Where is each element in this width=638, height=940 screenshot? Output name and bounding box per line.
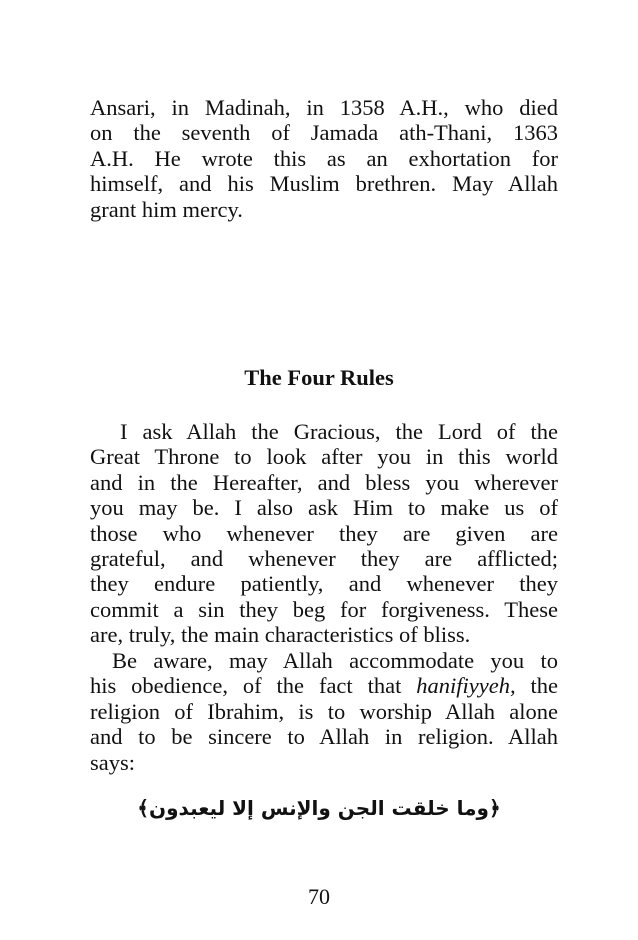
- paragraph-one: [90, 419, 558, 648]
- text-line: are, truly, the main characteristics of bliss.: [90, 622, 471, 648]
- text-line: they endure patiently, and whenever they: [90, 571, 558, 597]
- text-line: I ask Allah the Gracious, the Lord of the: [120, 419, 558, 444]
- text-line: grateful, and whenever they are afflicted;: [90, 546, 558, 572]
- text-line: commit a sin they beg for forgiveness. These: [90, 596, 558, 622]
- text-line: Ansari, in Madinah, in 1358 A.H., who died: [90, 95, 558, 120]
- text-line: Be aware, may Allah accommodate you to: [112, 648, 558, 673]
- text-line-with-emphasis: [90, 673, 558, 698]
- text-line: those who whenever they are given are: [90, 520, 558, 546]
- text-line: on the seventh of Jamada ath-Thani, 1363: [90, 120, 558, 146]
- paragraph-two: [90, 648, 558, 775]
- text-line: and to be sincere to Allah in religion. Allah: [90, 724, 558, 750]
- text-run: the: [515, 673, 558, 699]
- text-line: says:: [90, 749, 135, 775]
- emphasized-term: hanifiyyeh,: [416, 673, 516, 699]
- text-line: and in the Hereafter, and bless you wherever: [90, 469, 558, 495]
- text-line: grant him mercy.: [90, 196, 243, 222]
- arabic-verse: ﴿وما خلقت الجن والإنس إلا ليعبدون﴾: [137, 796, 501, 820]
- text-run: his obedience, of the fact that: [90, 673, 417, 699]
- opening-paragraph: [90, 95, 558, 222]
- text-line: religion of Ibrahim, is to worship Allah alone: [90, 698, 558, 724]
- text-line: you may be. I also ask Him to make us of: [90, 495, 558, 521]
- text-line: himself, and his Muslim brethren. May Allah: [90, 171, 558, 197]
- section-heading: The Four Rules: [244, 365, 394, 390]
- page-number: 70: [308, 884, 330, 909]
- text-line: Great Throne to look after you in this world: [90, 444, 558, 470]
- text-line: A.H. He wrote this as an exhortation for: [90, 145, 558, 171]
